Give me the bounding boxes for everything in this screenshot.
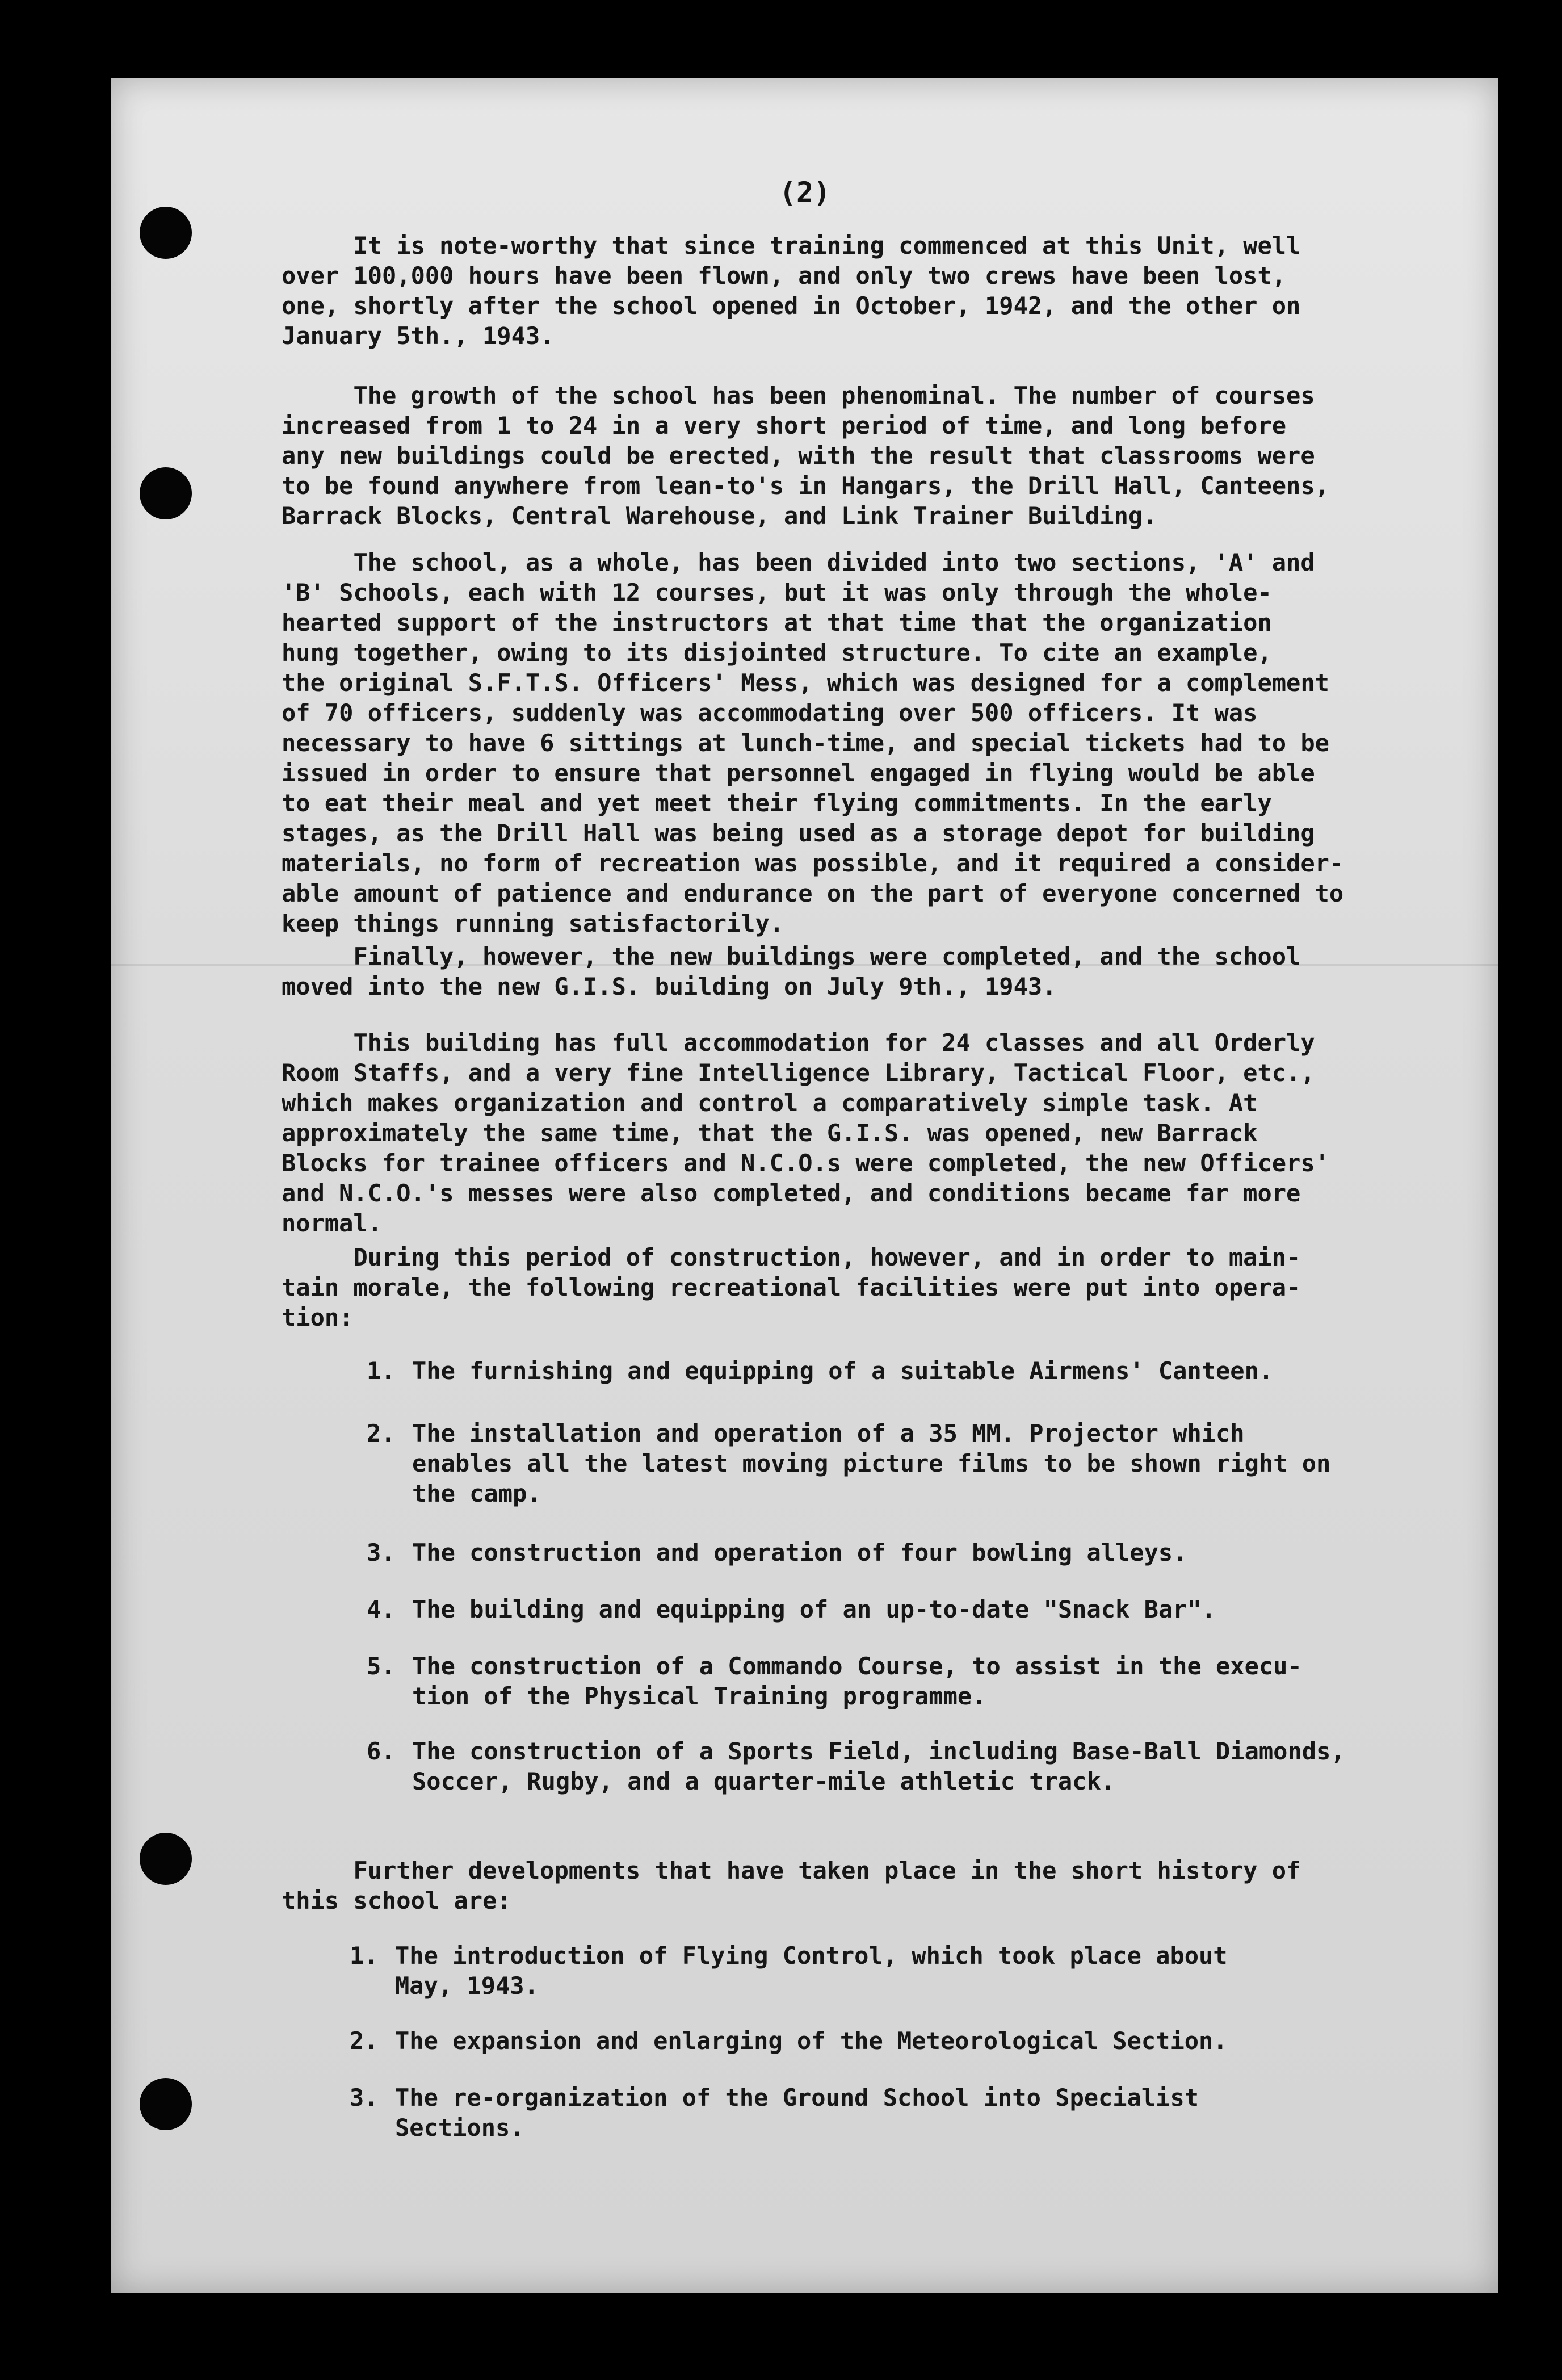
list-number: 3. (350, 2084, 379, 2111)
list-item (350, 2026, 1428, 2060)
page-number: (2) (779, 176, 831, 209)
list-item (367, 1736, 1445, 1804)
list-text: The expansion and enlarging of the Meteorological Section. (395, 2027, 1228, 2055)
punch-hole (140, 1833, 192, 1885)
list-item (367, 1356, 1445, 1390)
paragraph-safety-record: It is note-worthy that since training commenced at this Unit, well over 100,000 hours have been flown, and only two crews have been lost, one, shortly after the school opened in October, 1942, and the other on January 5th., 1943. (282, 232, 1301, 350)
list-item (367, 1594, 1445, 1628)
list-item (367, 1651, 1445, 1719)
document-page (111, 78, 1498, 2293)
list-number: 4. (367, 1595, 396, 1623)
list-text: The construction and operation of four bowling alleys. (412, 1539, 1187, 1566)
list-item (350, 1941, 1428, 2009)
list-number: 6. (367, 1737, 396, 1765)
paragraph-further-developments: Further developments that have taken place in the short history of this school are: (282, 1857, 1301, 1914)
list-text: The introduction of Flying Control, which took place about May, 1943. (395, 1942, 1228, 2000)
paragraph-recreational-facilities: During this period of construction, however, and in order to main- tain morale, the following recreational facilities were put into opera- tion: (282, 1243, 1301, 1331)
paragraph-school-growth: The growth of the school has been phenominal. The number of courses increased from 1 to 24 in a very short period of time, and long before any new buildings could be erected, with the result that classrooms were to be found anywhere from lean-to's in Hangars, the Drill Hall, Canteens, Barrack Blocks, Central Warehouse, and Link Trainer Building. (282, 382, 1329, 530)
paragraph-new-buildings: Finally, however, the new buildings were completed, and the school moved into the new G.I.S. building on July 9th., 1943. (282, 942, 1301, 1000)
list-text: The construction of a Sports Field, including Base-Ball Diamonds, Soccer, Rugby, and a quarter-mile athletic track. (412, 1737, 1345, 1795)
list-item (367, 1537, 1445, 1572)
list-text: The building and equipping of an up-to-date "Snack Bar". (412, 1595, 1216, 1623)
punch-hole (140, 207, 192, 259)
list-number: 5. (367, 1652, 396, 1680)
list-text: The construction of a Commando Course, to assist in the execu- tion of the Physical Training programme. (412, 1652, 1302, 1710)
list-number: 1. (350, 1942, 379, 1970)
paragraph-gis-building: This building has full accommodation for 24 classes and all Orderly Room Staffs, and a very fine Intelligence Library, Tactical Floor, etc., which makes organization and control a comparatively simple task. At approximately the same time, that the G.I.S. was opened, new Barrack Blocks for trainee officers and N.C.O.s were completed, the new Officers' and N.C.O.'s messes were also completed, and conditions became far more normal. (282, 1029, 1329, 1237)
list-item (367, 1418, 1445, 1515)
list-item (350, 2082, 1428, 2151)
list-text: The installation and operation of a 35 MM. Projector which enables all the latest moving picture films to be shown right on the camp. (412, 1419, 1331, 1507)
punch-hole (140, 2078, 192, 2130)
list-text: The re-organization of the Ground School into Specialist Sections. (395, 2084, 1199, 2142)
list-number: 3. (367, 1539, 396, 1566)
punch-hole (140, 467, 192, 519)
list-number: 2. (350, 2027, 379, 2055)
paragraph-school-sections: The school, as a whole, has been divided into two sections, 'A' and 'B' Schools, each with 12 courses, but it was only through the whole- hearted support of the instructors at that time that the organization hung together, owing to its disjointed structure. To cite an example, the original S.F.T.S. Officers' Mess, which was designed for a complement of 70 officers, suddenly was accommodating over 500 officers. It was necessary to have 6 sittings at lunch-time, and special tickets had to be issued in order to ensure that personnel engaged in flying would be able to eat their meal and yet meet their flying commitments. In the early stages, as the Drill Hall was being used as a storage depot for building materials, no form of recreation was possible, and it required a consider- able amount of patience and endurance on the part of everyone concerned to keep things running satisfactorily. (282, 548, 1344, 937)
list-text: The furnishing and equipping of a suitable Airmens' Canteen. (412, 1357, 1274, 1385)
list-number: 2. (367, 1419, 396, 1447)
list-number: 1. (367, 1357, 396, 1385)
